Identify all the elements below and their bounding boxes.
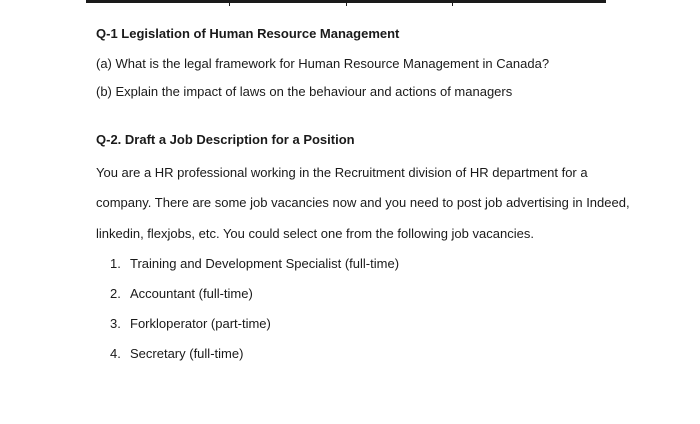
table-divider xyxy=(229,0,230,6)
table-divider xyxy=(346,0,347,6)
list-item-label: Training and Development Specialist (full-time) xyxy=(130,256,400,271)
table-divider xyxy=(452,0,453,6)
list-item-number: 1. xyxy=(110,256,121,271)
q2-paragraph-line: linkedin, flexjobs, etc. You could select one from the following job vacancies. xyxy=(96,226,534,241)
list-item-number: 2. xyxy=(110,286,121,301)
q2-paragraph-line: company. There are some job vacancies now and you need to post job advertising in Indeed, xyxy=(96,195,630,210)
list-item-label: Secretary (full-time) xyxy=(130,346,244,361)
list-item-number: 4. xyxy=(110,346,121,361)
list-item-label: Accountant (full-time) xyxy=(130,286,253,301)
q2-paragraph-line: You are a HR professional working in the Recruitment division of HR department for a xyxy=(96,165,588,180)
q1-part-b: (b) Explain the impact of laws on the behaviour and actions of managers xyxy=(96,84,513,99)
q1-heading: Q-1 Legislation of Human Resource Management xyxy=(96,26,400,41)
q2-heading: Q-2. Draft a Job Description for a Position xyxy=(96,132,355,147)
q1-part-a: (a) What is the legal framework for Human Resource Management in Canada? xyxy=(96,56,550,71)
list-item-number: 3. xyxy=(110,316,121,331)
list-item xyxy=(110,256,399,272)
list-item xyxy=(110,286,253,302)
list-item xyxy=(110,316,271,332)
list-item-label: Forkloperator (part-time) xyxy=(130,316,271,331)
list-item xyxy=(110,346,243,362)
